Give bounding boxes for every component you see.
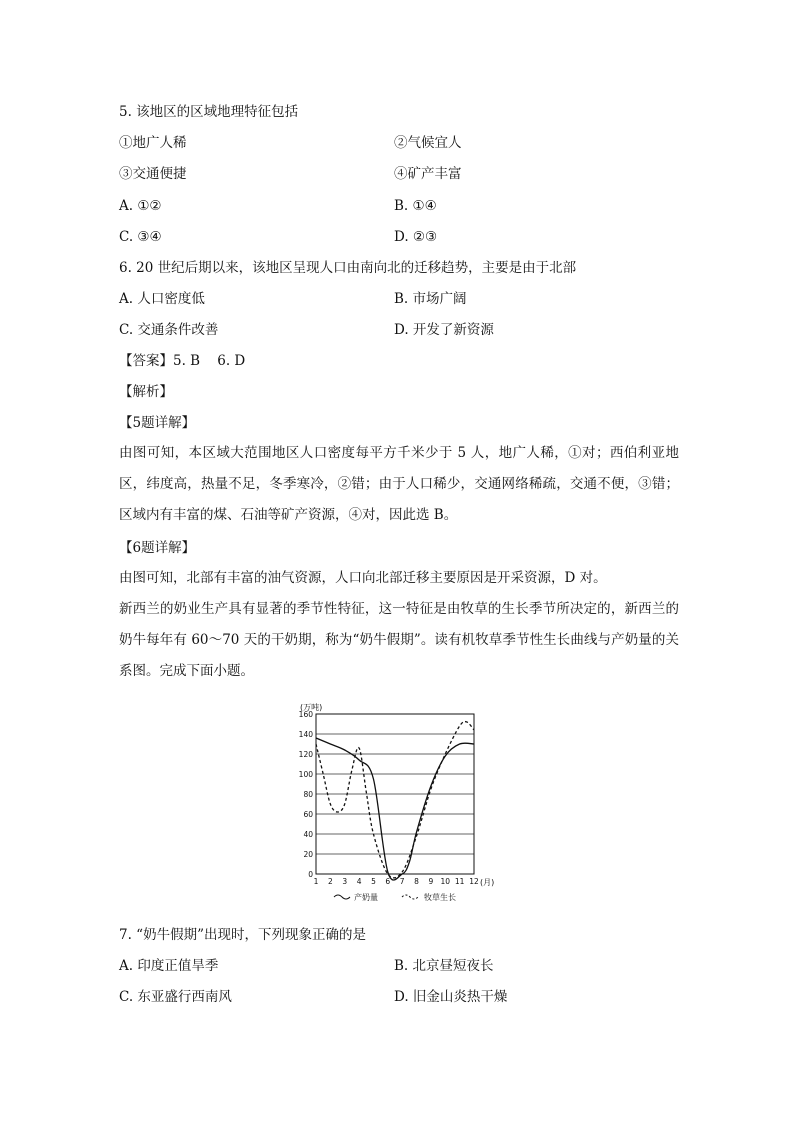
series-line-milk — [316, 738, 474, 880]
x-tick-label: 1 — [313, 877, 319, 886]
x-tick-label: 3 — [342, 877, 348, 886]
q7-option-c: C. 东亚盛行西南风 — [119, 989, 232, 1005]
analysis-heading: 【解析】 — [119, 384, 173, 400]
y-tick-label: 160 — [298, 710, 313, 719]
y-tick-label: 100 — [298, 770, 313, 779]
q5-detail-heading: 【5题详解】 — [119, 415, 196, 431]
y-tick-label: 20 — [303, 850, 313, 859]
q6-stem: 6. 20 世纪后期以来，该地区呈现人口由南向北的迁移趋势，主要是由于北部 — [119, 260, 577, 276]
x-tick-label: 5 — [371, 877, 376, 886]
q5-option-a: A. ①② — [119, 198, 162, 214]
x-tick-label: 9 — [428, 877, 434, 886]
x-tick-label: 10 — [440, 877, 451, 886]
chart-gridlines — [316, 734, 474, 854]
legend-swatch-milk — [334, 895, 350, 899]
x-tick-label: 8 — [414, 877, 419, 886]
x-tick-label: 11 — [454, 877, 465, 886]
series-line-grass — [316, 722, 474, 878]
chart-series — [316, 722, 474, 880]
q6-option-d: D. 开发了新资源 — [394, 322, 494, 338]
q6-option-b: B. 市场广阔 — [394, 291, 467, 307]
q6-detail-heading: 【6题详解】 — [119, 540, 196, 556]
q5-stem: 5. 该地区的区域地理特征包括 — [119, 104, 299, 120]
q5-item-4: ④矿产丰富 — [394, 166, 462, 182]
y-tick-label: 40 — [303, 830, 313, 839]
q7-stem: 7. “奶牛假期”出现时，下列现象正确的是 — [119, 927, 366, 943]
q7-option-b: B. 北京昼短夜长 — [394, 958, 494, 974]
y-tick-label: 120 — [298, 750, 313, 759]
q6-option-a: A. 人口密度低 — [119, 291, 205, 307]
intro-paragraph: 新西兰的奶业生产具有显著的季节性特征，这一特征是由牧草的生长季节所决定的，新西兰的奶牛每年有 60～70 天的干奶期，称为“奶牛假期”。读有机牧草季节性生长曲线与产奶量的关系图。完成下面小题。 — [119, 601, 679, 679]
x-tick-label: 12 — [469, 877, 479, 886]
q6-option-c: C. 交通条件改善 — [119, 322, 219, 338]
x-tick-label: 6 — [385, 877, 391, 886]
chart-axes — [299, 710, 479, 886]
q7-option-d: D. 旧金山炎热干燥 — [394, 989, 508, 1005]
q5-item-1: ①地广人稀 — [119, 135, 187, 151]
q6-detail-body: 由图可知，北部有丰富的油气资源，人口向北部迁移主要原因是开采资源，D 对。 — [119, 570, 607, 586]
milk-grass-chart — [294, 700, 494, 910]
x-tick-label: 4 — [356, 877, 362, 886]
chart-legend — [334, 892, 456, 902]
q5-option-d: D. ②③ — [394, 229, 438, 245]
q5-detail-body: 由图可知，本区域大范围地区人口密度每平方千米少于 5 人，地广人稀，①对；西伯利亚地区，纬度高，热量不足，冬季寒冷，②错；由于人口稀少，交通网络稀疏，交通不便，③错；区域内有丰富的煤、石油等矿产资源，④对，因此选 B。 — [119, 445, 679, 523]
y-tick-label: 60 — [303, 810, 313, 819]
x-axis-label: (月) — [480, 878, 494, 887]
y-axis-label: (万吨) — [300, 703, 323, 712]
y-tick-label: 140 — [298, 730, 313, 739]
q5-option-c: C. ③④ — [119, 229, 162, 245]
x-tick-label: 7 — [399, 877, 405, 886]
legend-label-grass: 牧草生长 — [424, 893, 456, 902]
q5-item-3: ③交通便捷 — [119, 166, 187, 182]
x-tick-label: 2 — [327, 877, 333, 886]
y-tick-label: 80 — [303, 790, 313, 799]
q5-item-2: ②气候宜人 — [394, 135, 462, 151]
y-tick-label: 0 — [308, 870, 313, 879]
answer-line: 【答案】5. B 6. D — [119, 353, 246, 369]
q5-option-b: B. ①④ — [394, 198, 437, 214]
legend-label-milk: 产奶量 — [354, 893, 378, 902]
legend-swatch-grass — [402, 895, 418, 899]
q7-option-a: A. 印度正值旱季 — [119, 958, 219, 974]
